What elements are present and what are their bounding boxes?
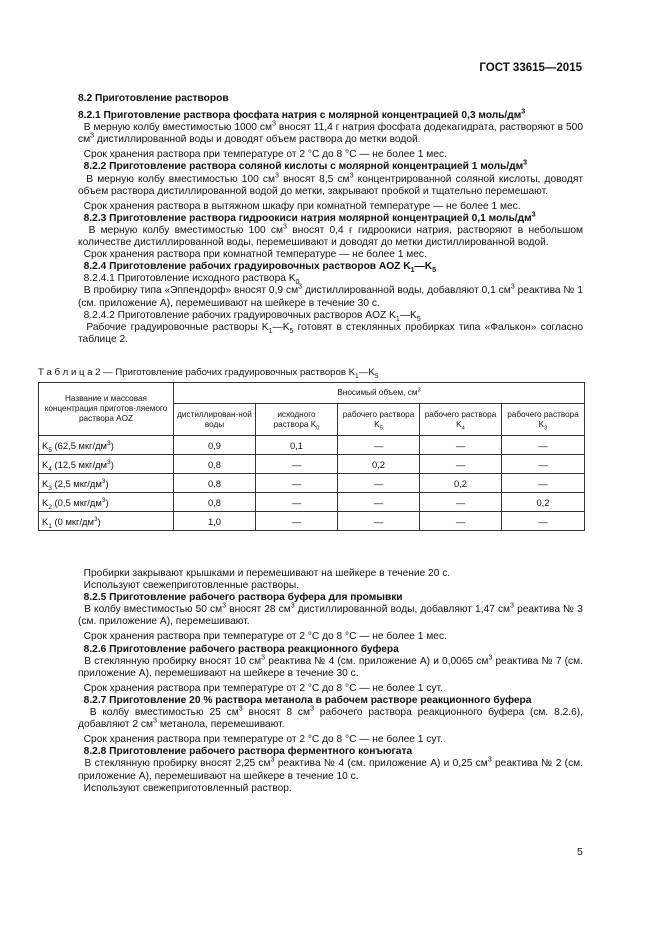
table-row [39, 455, 585, 474]
col-header-group: Вносимый объем, $см^3$ [174, 383, 585, 404]
row-name: $K_2$ (0,5 мкг/$дм^3$) [39, 493, 174, 512]
section-top [78, 93, 583, 346]
para-8-2-8-b: Используют свежеприготовленный раствор. [83, 782, 292, 794]
col-header-name: Название и массовая концентрация приготов-ляемого раствора AOZ [39, 383, 174, 436]
para-8-2-4-2-text: Рабочие градуировочные растворы $K_1—K_5$ готовят в стеклянных пробирках типа «Фалькон» согласно таблице 2. [78, 321, 583, 345]
heading-8-2-5: 8.2.5 Приготовление рабочего раствора буфера для промывки [83, 592, 403, 604]
heading-8-2-1: 8.2.1 Приготовление раствора фосфата натрия с молярной концентрацией 0,3 моль/$дм^3$ [78, 107, 526, 122]
col-header: рабочего раствора $K_4$ [420, 404, 502, 436]
table-cell: 0,8 [174, 474, 256, 493]
col-header: исходного раствора $K_0$ [256, 404, 338, 436]
para-8-2-4-2: 8.2.4.2 Приготовление рабочих градуировочных растворов AOZ $K_1—K_5$ [83, 309, 421, 323]
table-cell: — [338, 474, 420, 493]
table-cell: 0,9 [174, 436, 256, 455]
heading-8-2-3: 8.2.3 Приготовление раствора гидроокиси натрия молярной концентрацией 0,1 моль/$дм^3$ [83, 210, 536, 224]
para-8-2-3-b: Срок хранения раствора при комнатной температуре — не более 1 мес. [83, 249, 427, 261]
table-cell: — [338, 493, 420, 512]
table-cell: — [420, 493, 502, 512]
heading-8-2-8: 8.2.8 Приготовление рабочего раствора ферментного конъюгата [83, 746, 413, 758]
heading-8-2-2: 8.2.2 Приготовление раствора соляной кислоты с молярной концентрацией 1 моль/$дм^3$ [83, 159, 528, 173]
table-cell: 0,2 [420, 474, 502, 493]
table-caption: Т а б л и ц а 2 — Приготовление рабочих градуировочных растворов $K_1—K_5$ [38, 367, 379, 380]
table-cell: 0,2 [502, 493, 585, 512]
table-cell: 0,8 [174, 455, 256, 474]
table-cell: — [420, 436, 502, 455]
table-cell: — [256, 474, 338, 493]
table-cell: — [502, 474, 585, 493]
table-cell: — [502, 512, 585, 531]
para-8-2-5-b: Срок хранения раствора при температуре от 2 °С до 8 °С — не более 1 мес. [83, 631, 447, 643]
standard-number: ГОСТ 33615—2015 [479, 62, 582, 74]
section-heading: 8.2 Приготовление растворов [78, 93, 229, 104]
table-cell: 1,0 [174, 512, 256, 531]
col-header: рабочего раствора $K_3$ [502, 404, 585, 436]
para-8-2-8-a: В стеклянную пробирку вносят 2,25 $см^3$ реактива № 4 (см. приложение А) и 0,25 $см^3$ реактива № 2 (см. приложение А), перемешивают на шейкере в течение 10 с. [78, 756, 583, 782]
para-after-table-2: Используют свежеприготовленные растворы. [83, 580, 300, 592]
para-8-2-6-a: В стеклянную пробирку вносят 10 $см^3$ реактива № 4 (см. приложение А) и 0,0065 $см^3$ реактива № 7 (см. приложение А), перемешивают на шейкере в течение 30 с. [78, 653, 583, 679]
table-row [39, 493, 585, 512]
row-name: $K_5$ (62,5 мкг/$дм^3$) [39, 436, 174, 455]
table-cell: — [256, 512, 338, 531]
para-after-table-1: Пробирки закрывают крышками и перемешивают на шейкере в течение 20 с. [83, 568, 451, 579]
heading-8-2-6: 8.2.6 Приготовление рабочего раствора реакционного буфера [83, 643, 399, 655]
para-8-2-5-a: В колбу вместимостью 50 $см^3$ вносят 28 $см^3$ дистиллированной воды, добавляют 1,47 $см^3$ реактива № 3 (см. приложение А), перемешивают. [78, 601, 583, 628]
para-8-2-4-1: 8.2.4.1 Приготовление исходного раствора $K_0$ [83, 273, 300, 287]
row-name: $K_3$ (2,5 мкг/$дм^3$) [39, 474, 174, 493]
table-cell: — [256, 493, 338, 512]
row-name: $K_4$ (12,5 мкг/$дм^3$) [39, 455, 174, 474]
para-8-2-1-b: Срок хранения раствора при температуре от 2 °С до 8 °С — не более 1 мес. [83, 149, 447, 161]
para-8-2-7-b: Срок хранения раствора при температуре от 2 °С до 8 °С — не более 1 сут. [83, 734, 443, 746]
para-8-2-1-a: В мерную колбу вместимостью 1000 $см^3$ вносят 11,4 г натрия фосфата додекагидрата, растворяют в 500 $см^3$ дистиллированной воды и доводят объем раствора до метки водой. [78, 119, 583, 146]
table-row [39, 436, 585, 455]
table-cell: 0,1 [256, 436, 338, 455]
table-2 [38, 367, 584, 531]
table-cell: — [420, 455, 502, 474]
para-8-2-4-1-text: В пробирку типа «Эппендорф» вносят 0,9 $см^3$ дистиллированной воды, добавляют 0,1 $см^3$ реактива № 1 (см. приложение А), перемешивают на шейкере в течение 30 с. [78, 283, 583, 309]
table-cell: 0,2 [338, 455, 420, 474]
para-8-2-3-a: В мерную колбу вместимостью 100 $см^3$ вносят 0,4 г гидроокиси натрия, растворяют в небольшом количестве дистиллированной воды, перемешивают и доводят до метки дистиллированной водой. [78, 222, 583, 249]
table-cell: — [338, 436, 420, 455]
table-cell: — [256, 455, 338, 474]
table-row [39, 474, 585, 493]
row-name: $K_1$ (0 мкг/$дм^3$) [39, 512, 174, 531]
page-number: 5 [577, 846, 583, 858]
para-8-2-6-b: Срок хранения раствора при температуре от 2 °С до 8 °С — не более 1 сут. [83, 682, 443, 694]
para-8-2-7-a: В колбу вместимостью 25 $см^3$ вносят 8 $см^3$ рабочего раствора реакционного буфера (см. 8.2.6), добавляют 2 $см^3$ метанола, перемешивают. [78, 704, 583, 731]
para-8-2-2-a: В мерную колбу вместимостью 100 $см^3$ вносят 8,5 $см^3$ концентрированной соляной кислоты, доводят объем раствора дистиллированной водой до метки, закрывают пробкой и тщательно перемешают. [78, 171, 583, 197]
table-cell: — [502, 455, 585, 474]
table-cell: — [420, 512, 502, 531]
table-cell: — [502, 436, 585, 455]
table-cell: — [338, 512, 420, 531]
col-header: дистиллирован-ной воды [174, 404, 256, 436]
calibration-table [38, 382, 585, 531]
heading-8-2-7: 8.2.7 Приготовление 20 % раствора метанола в рабочем растворе реакционного буфера [83, 694, 532, 706]
table-header-row [39, 383, 585, 404]
section-bottom [78, 568, 583, 795]
col-header: рабочего раствора $K_5$ [338, 404, 420, 436]
heading-8-2-4: 8.2.4 Приготовление рабочих градуировочных растворов AOZ $K_1—K_5$ [83, 261, 437, 275]
para-8-2-2-b: Срок хранения раствора в вытяжном шкафу при комнатной температуре — не более 1 мес. [83, 200, 521, 212]
table-cell: 0,8 [174, 493, 256, 512]
table-row [39, 512, 585, 531]
